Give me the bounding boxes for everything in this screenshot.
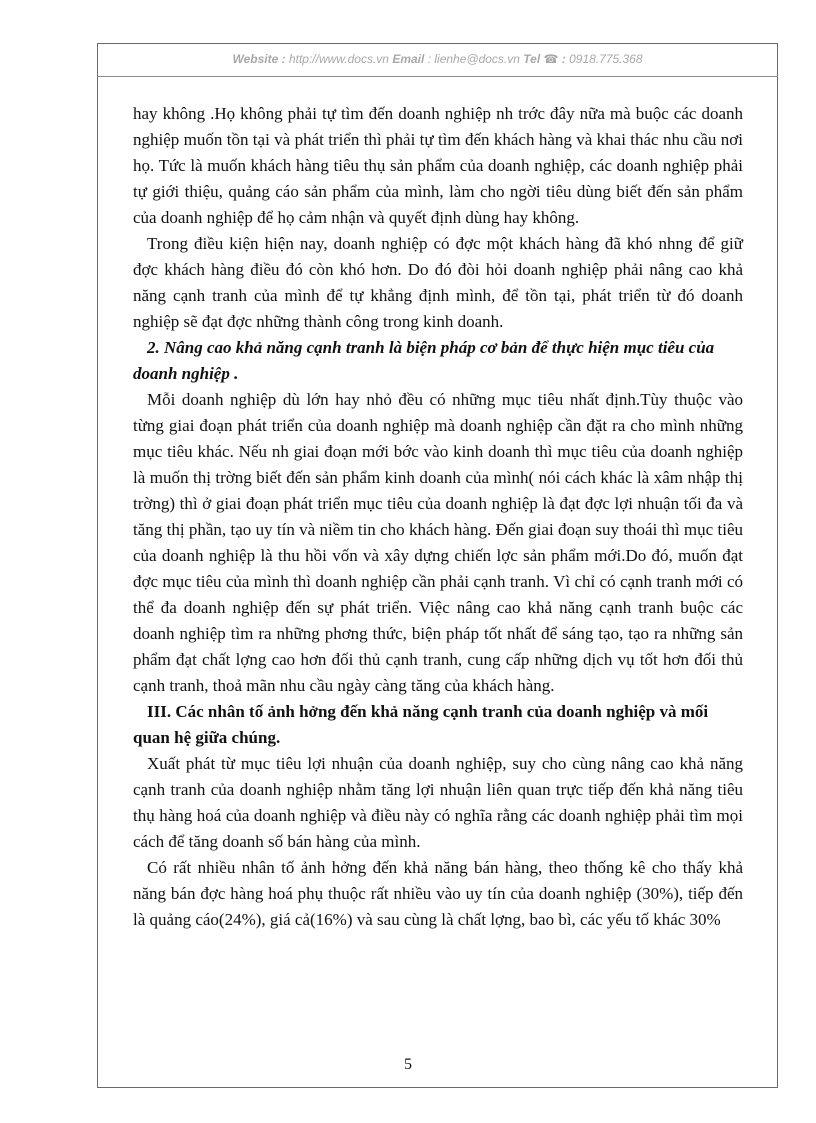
email-label: Email bbox=[392, 52, 425, 66]
document-body bbox=[133, 101, 743, 933]
section-heading-iii: III. Các nhân tố ảnh hởng đến khả năng cạnh tranh của doanh nghiệp và mối quan hệ giữa chúng. bbox=[133, 702, 709, 747]
paragraph: Mỗi doanh nghiệp dù lớn hay nhỏ đều có những mục tiêu nhất định.Tùy thuộc vào từng giai đoạn phát triển của doanh nghiệp mà doanh nghiệp cần đặt ra cho mình những mục tiêu khác. Nếu nh giai đoạn mới bớc vào kinh doanh thì mục tiêu của doanh nghiệp là muốn thị trờng biết đến sản phẩm kinh doanh của mình( nói cách khác là xâm nhập thị trờng) thì ở giai đoạn phát triển mục tiêu của doanh nghiệp là đạt đợc lợi nhuận tối đa và tăng thị phần, tạo uy tín và niềm tin cho khách hàng. Đến giai đoạn suy thoái thì mục tiêu của doanh nghiệp là thu hồi vốn và xây dựng chiến lợc sản phẩm mới.Do đó, muốn đạt đợc mục tiêu của mình thì doanh nghiệp cần phải cạnh tranh. Vì chỉ có cạnh tranh mới có thể đa doanh nghiệp đến sự phát triển. Việc nâng cao khả năng cạnh tranh buộc các doanh nghiệp tìm ra những phơng thức, biện pháp tốt nhất để sáng tạo, tạo ra những sản phẩm đạt chất lợng cao hơn đối thủ cạnh tranh, cung cấp những dịch vụ tốt hơn đối thủ cạnh tranh, thoả mãn nhu cầu ngày càng tăng của khách hàng. bbox=[133, 390, 743, 695]
email-value[interactable]: : lienhe@docs.vn bbox=[427, 52, 520, 66]
tel-label: Tel ☎ : bbox=[523, 52, 566, 66]
paragraph-continuation: hay không .Họ không phải tự tìm đến doanh nghiệp nh trớc đây nữa mà buộc các doanh nghiệp muốn tồn tại và phát triển thì phải tự tìm đến khách hàng và khai thác nhu cầu nơi họ. Tức là muốn khách hàng tiêu thụ sản phẩm của doanh nghiệp, các doanh nghiệp phải tự giới thiệu, quảng cáo sản phẩm của mình, làm cho ngời tiêu dùng biết đến sản phẩm của doanh nghiệp để họ cảm nhận và quyết định dùng hay không. bbox=[133, 104, 743, 227]
paragraph: Trong điều kiện hiện nay, doanh nghiệp có đợc một khách hàng đã khó nhng để giữ đợc khách hàng điều đó còn khó hơn. Do đó đòi hỏi doanh nghiệp phải nâng cao khả năng cạnh tranh của mình để tự khẳng định mình, để tồn tại, phát triển từ đó doanh nghiệp sẽ đạt đợc những thành công trong kinh doanh. bbox=[133, 234, 743, 331]
paragraph: Xuất phát từ mục tiêu lợi nhuận của doanh nghiệp, suy cho cùng nâng cao khả năng cạnh tranh của doanh nghiệp nhằm tăng lợi nhuận liên quan trực tiếp đến khả năng tiêu thụ hàng hoá của doanh nghiệp và điều này có nghĩa rằng các doanh nghiệp phải tìm mọi cách để tăng doanh số bán hàng của mình. bbox=[133, 754, 743, 851]
section-heading-2: 2. Nâng cao khả năng cạnh tranh là biện pháp cơ bản để thực hiện mục tiêu của doanh nghiệp . bbox=[133, 338, 715, 383]
page-number: 5 bbox=[404, 1056, 412, 1073]
website-label: Website : bbox=[232, 52, 286, 66]
page-header bbox=[97, 43, 778, 77]
paragraph: Có rất nhiều nhân tố ảnh hởng đến khả năng bán hàng, theo thống kê cho thấy khả năng bán đợc hàng hoá phụ thuộc rất nhiều vào uy tín của doanh nghiệp (30%), tiếp đến là quảng cáo(24%), giá cả(16%) và sau cùng là chất lợng, bao bì, các yếu tố khác 30% bbox=[133, 858, 743, 929]
website-url[interactable]: http://www.docs.vn bbox=[288, 52, 389, 66]
tel-value: 0918.775.368 bbox=[569, 52, 643, 66]
